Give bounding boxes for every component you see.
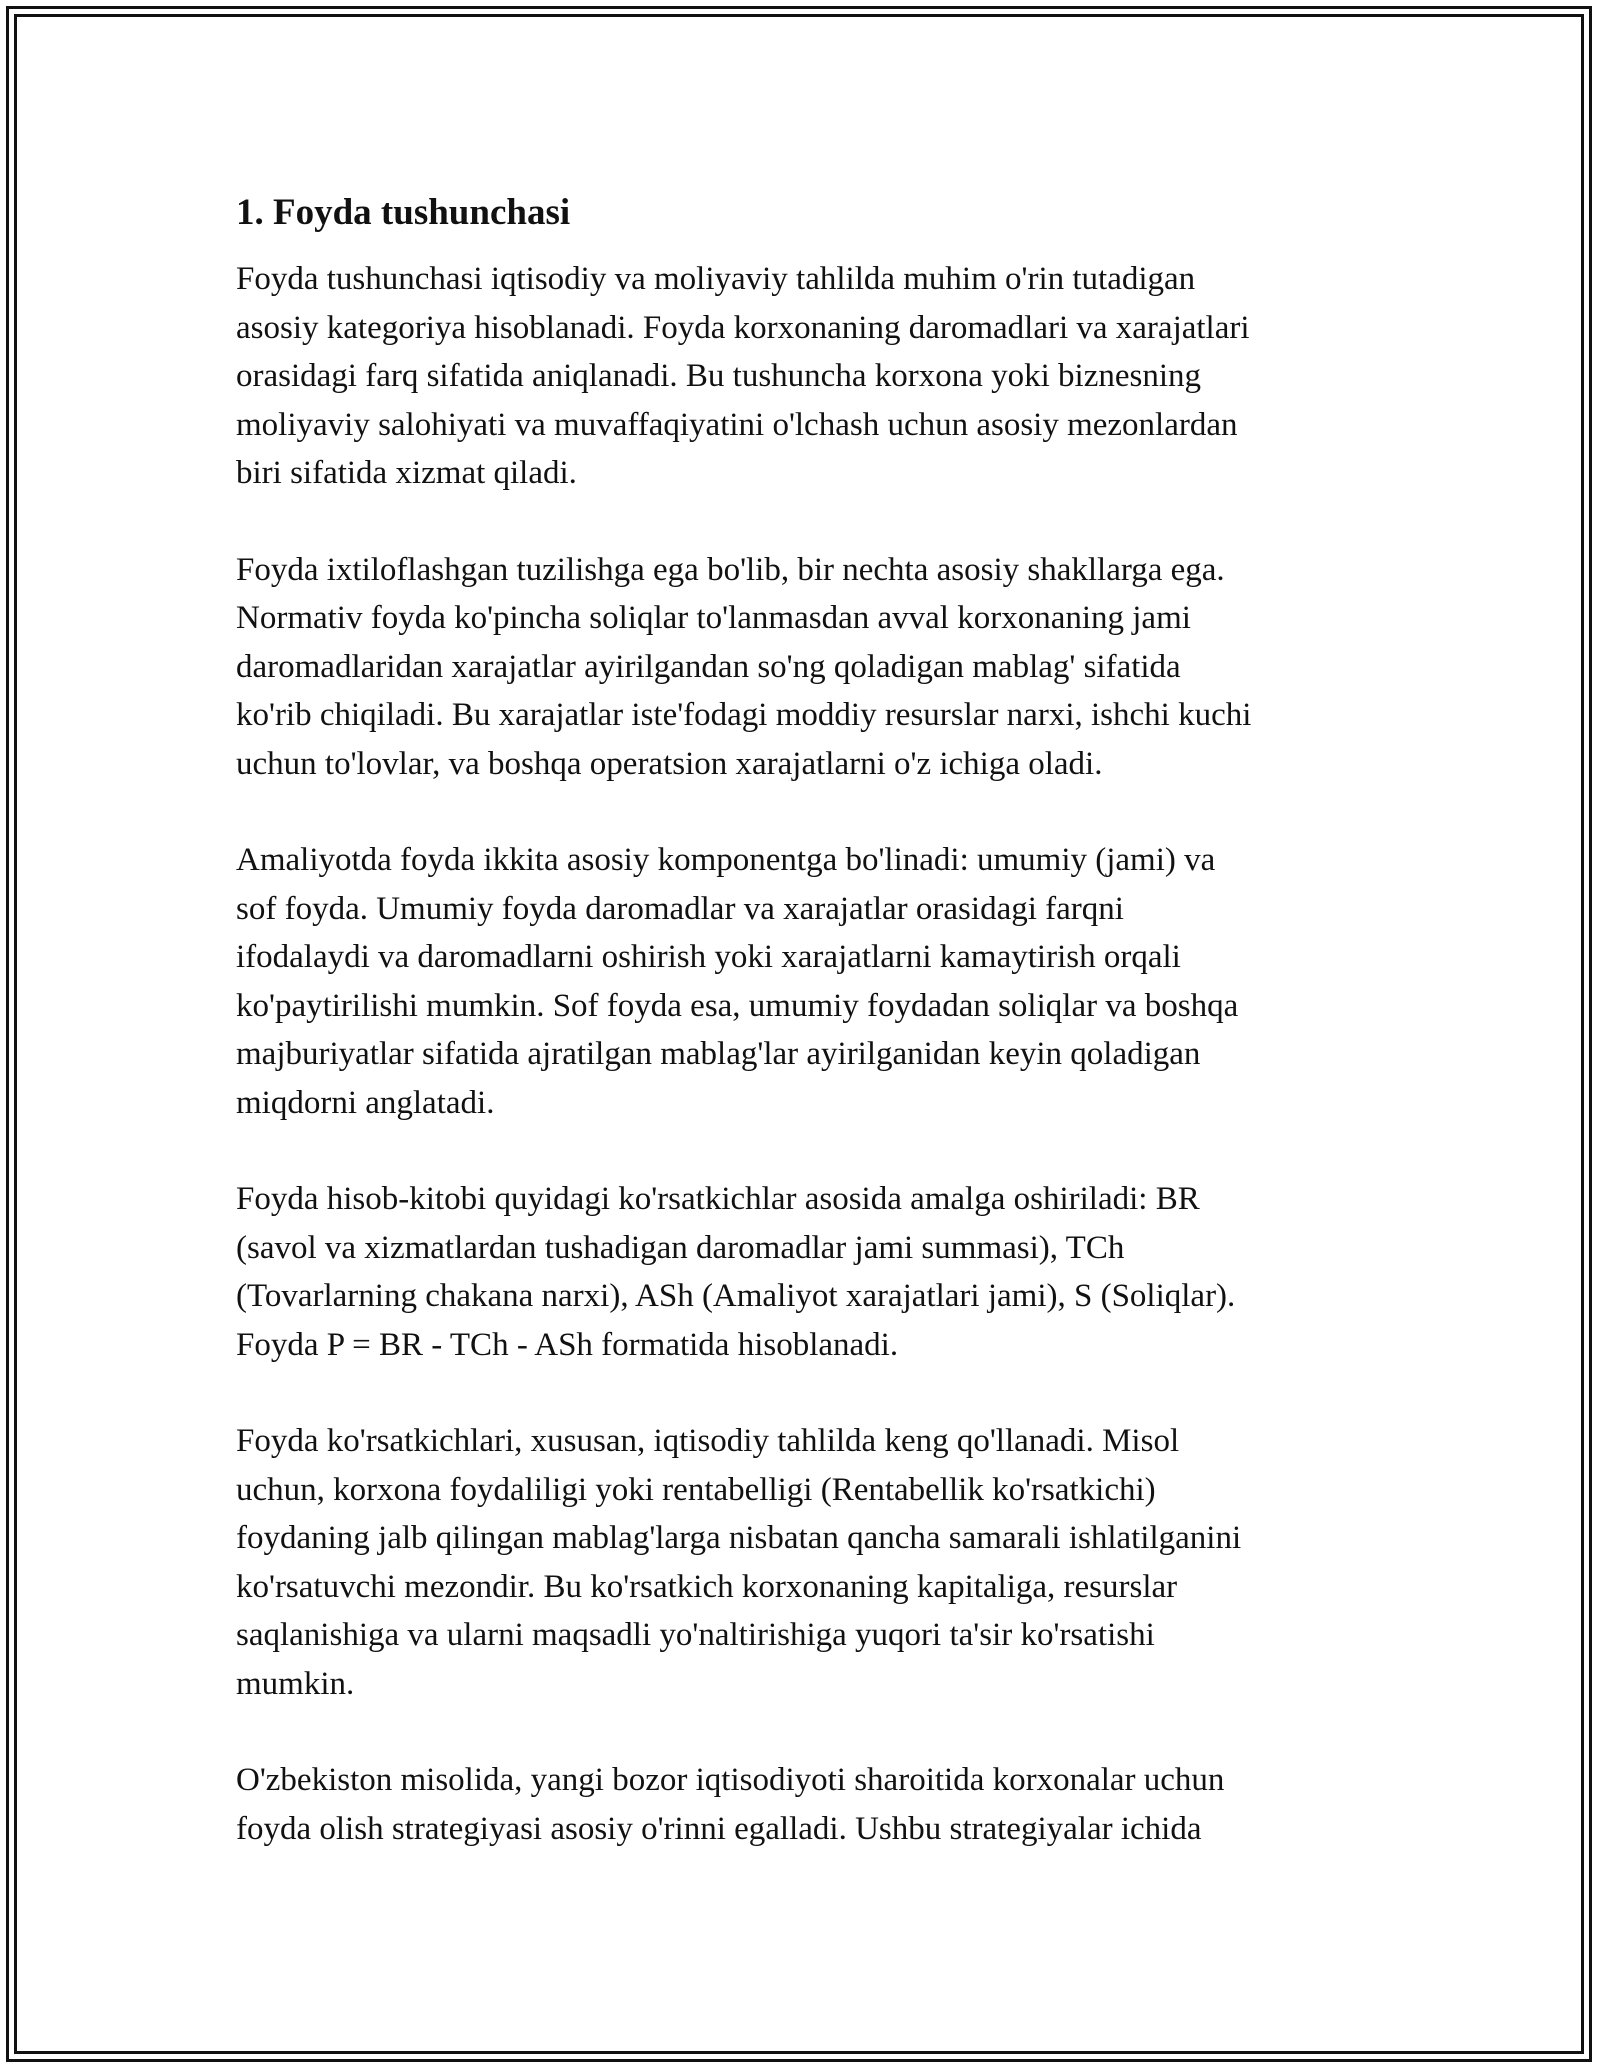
paragraph-6: O'zbekiston misolida, yangi bozor iqtisodiyoti sharoitida korxonalar uchun foyda olish strategiyasi asosiy o'rinni egalladi. Ushbu strategiyalar ichida	[236, 1762, 1225, 1847]
paragraph-1: Foyda tushunchasi iqtisodiy va moliyaviy tahlilda muhim o'rin tutadigan asosiy kategoriya hisoblanadi. Foyda korxonaning daromadlari va xarajatlari orasidagi farq sifatida aniqlanadi. Bu tushuncha korxona yoki biznesning moliyaviy salohiyati va muvaffaqiyatini o'lchash uchun asosiy mezonlardan biri sifatida xizmat qiladi.	[236, 261, 1250, 491]
paragraph-2: Foyda ixtiloflashgan tuzilishga ega bo'lib, bir nechta asosiy shakllarga ega. Normativ foyda ko'pincha soliqlar to'lanmasdan avval korxonaning jami daromadlaridan xarajatlar ayirilgandan so'ng qoladigan mablag' sifatida ko'rib chiqiladi. Bu xarajatlar iste'fodagi moddiy resurslar narxi, ishchi kuchi uchun to'lovlar, va boshqa operatsion xarajatlarni o'z ichiga oladi.	[236, 551, 1252, 782]
document-body	[236, 185, 1376, 1901]
paragraph-3: Amaliyotda foyda ikkita asosiy komponentga bo'linadi: umumiy (jami) va sof foyda. Umumiy foyda daromadlar va xarajatlar orasidagi farqni ifodalaydi va daromadlarni oshirish yoki xarajatlarni kamaytirish orqali ko'paytirilishi mumkin. Sof foyda esa, umumiy foydadan soliqlar va boshqa majburiyatlar sifatida ajratilgan mablag'lar ayirilganidan keyin qoladigan miqdorni anglatadi.	[236, 842, 1239, 1121]
paragraph-5: Foyda ko'rsatkichlari, xususan, iqtisodiy tahlilda keng qo'llanadi. Misol uchun, korxona foydaliligi yoki rentabelligi (Rentabellik ko'rsatkichi) foydaning jalb qilingan mablag'larga nisbatan qancha samarali ishlatilganini ko'rsatuvchi mezondir. Bu ko'rsatkich korxonaning kapitaliga, resurslar saqlanishiga va ularni maqsadli yo'naltirishiga yuqori ta'sir ko'rsatishi mumkin.	[236, 1423, 1242, 1702]
paragraph-4: Foyda hisob-kitobi quyidagi ko'rsatkichlar asosida amalga oshiriladi: BR (savol va xizmatlardan tushadigan daromadlar jami summasi), TCh (Tovarlarning chakana narxi), ASh (Amaliyot xarajatlari jami), S (Soliqlar). Foyda P = BR - TCh - ASh formatida hisoblanadi.	[236, 1181, 1236, 1363]
section-heading: 1. Foyda tushunchasi	[236, 192, 571, 233]
